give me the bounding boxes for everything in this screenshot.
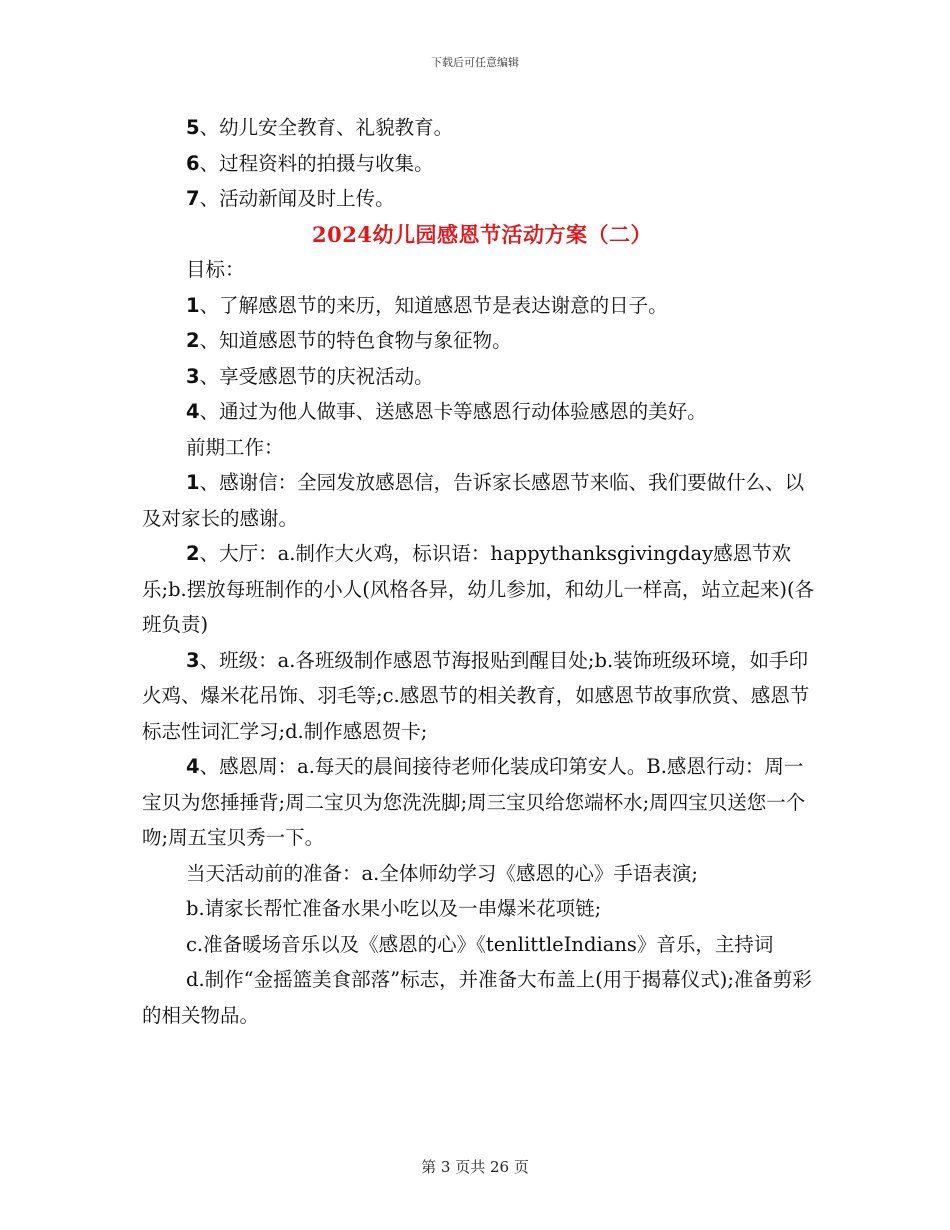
list-item: 4、通过为他人做事、送感恩卡等感恩行动体验感恩的美好。 (186, 400, 707, 423)
list-item: 1、了解感恩节的来历，知道感恩节是表达谢意的日子。 (186, 293, 668, 317)
list-item: 5、幼儿安全教育、礼貌教育。 (186, 116, 454, 139)
list-item: 2、知道感恩节的特色食物与象征物。 (186, 329, 512, 352)
list-item: 2、大厅：a.制作大火鸡，标识语：happythanksgivingday感恩节欢乐;b.摆放每班制作的小人(风格各异，幼儿参加，和幼儿一样高，站立起来)(各班负责) (142, 542, 815, 636)
section-title: 2024幼儿园感恩节活动方案（二） (312, 221, 652, 247)
goals-heading: 目标： (186, 258, 245, 281)
list-item: 1、感谢信：全园发放感恩信，告诉家长感恩节来临、我们要做什么、以及对家长的感谢。 (142, 471, 805, 530)
list-item: 6、过程资料的拍摄与收集。 (186, 151, 434, 175)
day-prep-line: b.请家长帮忙准备水果小吃以及一串爆米花项链; (186, 897, 602, 920)
prep-heading: 前期工作： (186, 435, 284, 459)
list-item: 4、感恩周：a.每天的晨间接待老师化装成印第安人。B.感恩行动：周一宝贝为您捶捶背;周二宝贝为您洗洗脚;周三宝贝给您端杯水;周四宝贝送您一个吻;周五宝贝秀一下。 (142, 755, 806, 849)
page-number: 第 3 页共 26 页 (421, 1158, 529, 1176)
day-prep-line: d.制作“金摇篮美食部落”标志，并准备大布盖上(用于揭幕仪式);准备剪彩的相关物品。 (142, 968, 812, 1027)
list-item: 7、活动新闻及时上传。 (186, 187, 395, 210)
header-note: 下载后可任意编辑 (431, 56, 519, 69)
list-item: 3、班级：a.各班级制作感恩节海报贴到醒目处;b.装饰班级环境，如手印火鸡、爆米花吊饰、羽毛等;c.感恩节的相关教育，如感恩节故事欣赏、感恩节标志性词汇学习;d.制作感恩贺卡; (142, 648, 810, 743)
document-body (142, 110, 822, 1033)
day-prep-line: c.准备暖场音乐以及《感恩的心》《tenlittleIndians》音乐，主持词 (186, 932, 774, 956)
day-prep-line: 当天活动前的准备：a.全体师幼学习《感恩的心》手语表演; (186, 861, 698, 885)
list-item: 3、享受感恩节的庆祝活动。 (186, 364, 434, 388)
